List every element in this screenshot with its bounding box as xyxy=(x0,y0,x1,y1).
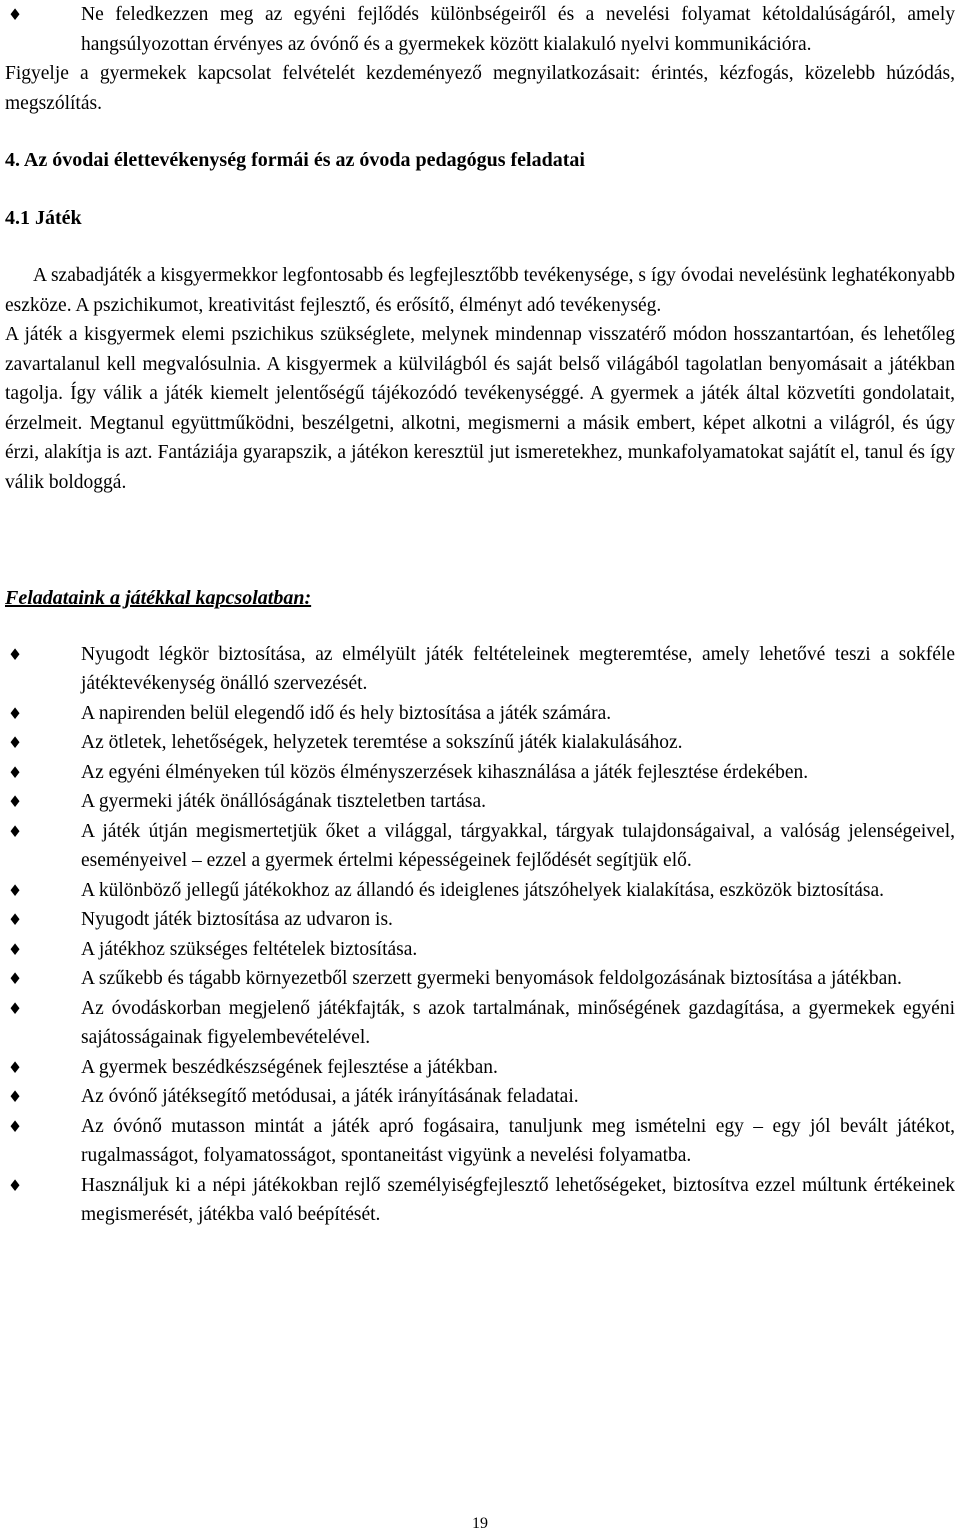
list-item-text: A gyermeki játék önállóságának tiszteletben tartása. xyxy=(81,791,487,812)
diamond-bullet-icon: ♦ xyxy=(7,969,23,988)
list-item xyxy=(5,1082,955,1112)
diamond-bullet-icon: ♦ xyxy=(7,1057,23,1077)
list-item-text: Az óvónő mutasson mintát a játék apró fogásaira, tanuljunk meg ismételni egy – egy jól bevált játékot, rugalmasságot, folyamatosságot, spontaneitást vigyünk a nevelési folyamatba. xyxy=(81,1115,955,1166)
subsection-heading: 4.1 Játék xyxy=(5,206,82,229)
page-number: 19 xyxy=(472,1515,488,1532)
diamond-bullet-icon: ♦ xyxy=(7,1175,23,1195)
list-item xyxy=(5,876,955,906)
list-item-text: Az ötletek, lehetőségek, helyzetek teremtése a sokszínű játék kialakulásához. xyxy=(81,732,683,753)
list-item xyxy=(5,935,955,965)
list-item-text: Az egyéni élményeken túl közös élményszerzések kihasználása a játék fejlesztése érdekében. xyxy=(81,761,809,783)
list-item-text: A játékhoz szükséges feltételek biztosítása. xyxy=(81,938,418,960)
diamond-bullet-icon: ♦ xyxy=(7,792,23,811)
tasks-heading: Feladataink a játékkal kapcsolatban: xyxy=(5,587,312,609)
list-item xyxy=(5,1112,955,1171)
list-item xyxy=(5,1171,955,1230)
list-item xyxy=(5,817,955,876)
diamond-bullet-icon: ♦ xyxy=(7,762,23,782)
list-item xyxy=(5,994,955,1053)
list-item-text: A gyermek beszédkészségének fejlesztése a játékban. xyxy=(81,1056,498,1078)
list-item-text: Használjuk ki a népi játékokban rejlő személyiségfejlesztő lehetőségeket, biztosítva ezzel múltunk értékeinek megismerését, játékba való beépítését. xyxy=(81,1174,955,1225)
paragraph-2: A játék a kisgyermek elemi pszichikus szükséglete, melynek mindennap visszatérő módon hosszantartóan, és lehetőleg zavartalanul kell megvalósulnia. A kisgyermek a külvilágból és saját belső világából tagolatlan benyomásait a játékban tagolja. Így válik a játék kiemelt jelentőségű tájékozódó tevékenységgé. A gyermek a játék által közvetíti gondolatait, érzelmeit. Megtanul együttműködni, beszélgetni, alkotni, megismerni a másik embert, képet alkotni a világról, és úgy érzi, alakítja is azt. Fantáziája gyarapszik, a játékon keresztül jut ismeretekhez, munkafolyamatokat sajátít el, tanul és így válik boldoggá. xyxy=(5,324,955,493)
list-item-text: A játék útján megismertetjük őket a világgal, tárgyakkal, tárgyak tulajdonságaival, a valóság jelenségeivel, eseményeivel – ezzel a gyermek értelmi képességeinek fejlődését segítjük elő. xyxy=(81,820,955,871)
diamond-bullet-icon: ♦ xyxy=(7,1087,23,1106)
top-continuation: Figyelje a gyermekek kapcsolat felvételét kezdeményező megnyilatkozásait: érintés, kézfogás, közelebb húzódás, megszólítás. xyxy=(5,63,955,114)
diamond-bullet-icon: ♦ xyxy=(7,821,23,841)
list-item-text: A különböző jellegű játékokhoz az állandó és ideiglenes játszóhelyek kialakítása, eszközök biztosítása. xyxy=(81,879,885,901)
diamond-bullet-icon: ♦ xyxy=(7,5,23,24)
diamond-bullet-icon: ♦ xyxy=(7,998,23,1018)
diamond-bullet-icon: ♦ xyxy=(7,733,23,752)
section-heading: 4. Az óvodai élettevékenység formái és az óvoda pedagógus feladatai xyxy=(5,149,585,171)
list-item-text: Az óvónő játéksegítő metódusai, a játék irányításának feladatai. xyxy=(81,1086,579,1107)
list-item-text: Nyugodt légkör biztosítása, az elmélyült játék feltételeinek megteremtése, amely lehetővé teszi a sokféle játéktevékenység önálló szervezését. xyxy=(81,643,955,694)
diamond-bullet-icon: ♦ xyxy=(7,644,23,664)
list-item-text: A napirenden belül elegendő idő és hely biztosítása a játék számára. xyxy=(81,702,612,724)
list-item-text: A szűkebb és tágabb környezetből szerzett gyermeki benyomások feldolgozásának biztosítása a játékban. xyxy=(81,968,902,989)
list-item xyxy=(5,787,955,817)
diamond-bullet-icon: ♦ xyxy=(7,939,23,959)
list-item xyxy=(5,758,955,788)
document-page xyxy=(5,0,955,1230)
diamond-bullet-icon: ♦ xyxy=(7,910,23,929)
top-bullet-text: Ne feledkezzen meg az egyéni fejlődés különbségeiről és a nevelési folyamat kétoldalúságáról, amely hangsúlyozottan érvényes az óvónő és a gyermekek között kialakuló nyelvi kommunikációra. xyxy=(81,4,955,55)
list-item xyxy=(5,640,955,699)
paragraph-1: A szabadjáték a kisgyermekkor legfontosabb és legfejlesztőbb tevékenysége, s így óvodai nevelésünk leghatékonyabb eszköze. A pszichikumot, kreativitást fejlesztő, és erősítő, élményt adó tevékenység. xyxy=(5,265,955,316)
list-item xyxy=(5,964,955,994)
list-item-text: Az óvodáskorban megjelenő játékfajták, s azok tartalmának, minőségének gazdagítása, a gyermekek egyéni sajátosságainak figyelembevételével. xyxy=(81,997,955,1048)
top-bullet xyxy=(5,0,955,59)
list-item xyxy=(5,1053,955,1083)
diamond-bullet-icon: ♦ xyxy=(7,703,23,723)
list-item-text: Nyugodt játék biztosítása az udvaron is. xyxy=(81,909,393,930)
list-item xyxy=(5,905,955,935)
list-item xyxy=(5,699,955,729)
diamond-bullet-icon: ♦ xyxy=(7,1116,23,1136)
list-item xyxy=(5,728,955,758)
tasks-list xyxy=(5,640,955,1230)
diamond-bullet-icon: ♦ xyxy=(7,880,23,900)
